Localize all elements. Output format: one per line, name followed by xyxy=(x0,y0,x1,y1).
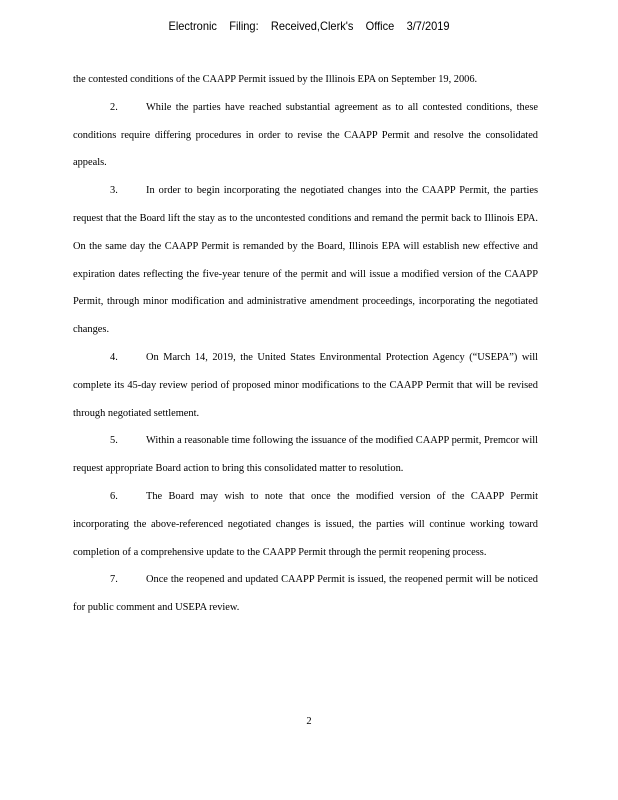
paragraph-text: the contested conditions of the CAAPP Permit issued by the Illinois EPA on September 19, 2006. xyxy=(73,74,478,85)
paragraph-1-continuation xyxy=(73,66,538,94)
electronic-filing-stamp: Electronic Filing: Received,Clerk's Office 3/7/2019 xyxy=(168,19,450,33)
paragraph-number: 3. xyxy=(110,185,118,197)
paragraph-3 xyxy=(73,177,538,344)
page-number: 2 xyxy=(306,716,312,727)
paragraph-number: 5. xyxy=(110,435,118,447)
paragraph-number: 2. xyxy=(110,101,118,113)
paragraph-4 xyxy=(73,344,538,427)
paragraph-text: The Board may wish to note that once the modified version of the CAAPP Permit incorporating the above-referenced negotiated changes is issued, the parties will continue working toward completion of a comprehensive update to the CAAPP Permit through the permit reopening process. xyxy=(73,490,538,558)
paragraph-number: 7. xyxy=(110,574,118,586)
paragraph-number: 6. xyxy=(110,490,118,502)
paragraph-5 xyxy=(73,427,538,483)
paragraph-text: While the parties have reached substantial agreement as to all contested conditions, these conditions require differing procedures in order to revise the CAAPP Permit and resolve the consolidated appeals. xyxy=(73,101,538,169)
paragraph-2 xyxy=(73,94,538,177)
paragraph-text: On March 14, 2019, the United States Environmental Protection Agency (“USEPA”) will complete its 45-day review period of proposed minor modifications to the CAAPP Permit that will be revised through negotiated settlement. xyxy=(73,351,538,419)
paragraph-text: Within a reasonable time following the issuance of the modified CAAPP permit, Premcor will request appropriate Board action to bring this consolidated matter to resolution. xyxy=(73,435,538,475)
paragraph-7 xyxy=(73,566,538,622)
paragraph-6 xyxy=(73,483,538,566)
paragraph-text: In order to begin incorporating the negotiated changes into the CAAPP Permit, the parties request that the Board lift the stay as to the uncontested conditions and remand the permit back to Illinois EPA. On the same day the CAAPP Permit is remanded by the Board, Illinois EPA will establish new effective and expiration dates reflecting the five-year tenure of the permit and will issue a modified version of the CAAPP Permit, through minor modification and administrative amendment proceedings, incorporating the negotiated changes. xyxy=(73,185,538,336)
paragraph-number: 4. xyxy=(110,351,118,363)
paragraph-text: Once the reopened and updated CAAPP Permit is issued, the reopened permit will be noticed for public comment and USEPA review. xyxy=(73,574,538,614)
document-body xyxy=(73,66,538,622)
